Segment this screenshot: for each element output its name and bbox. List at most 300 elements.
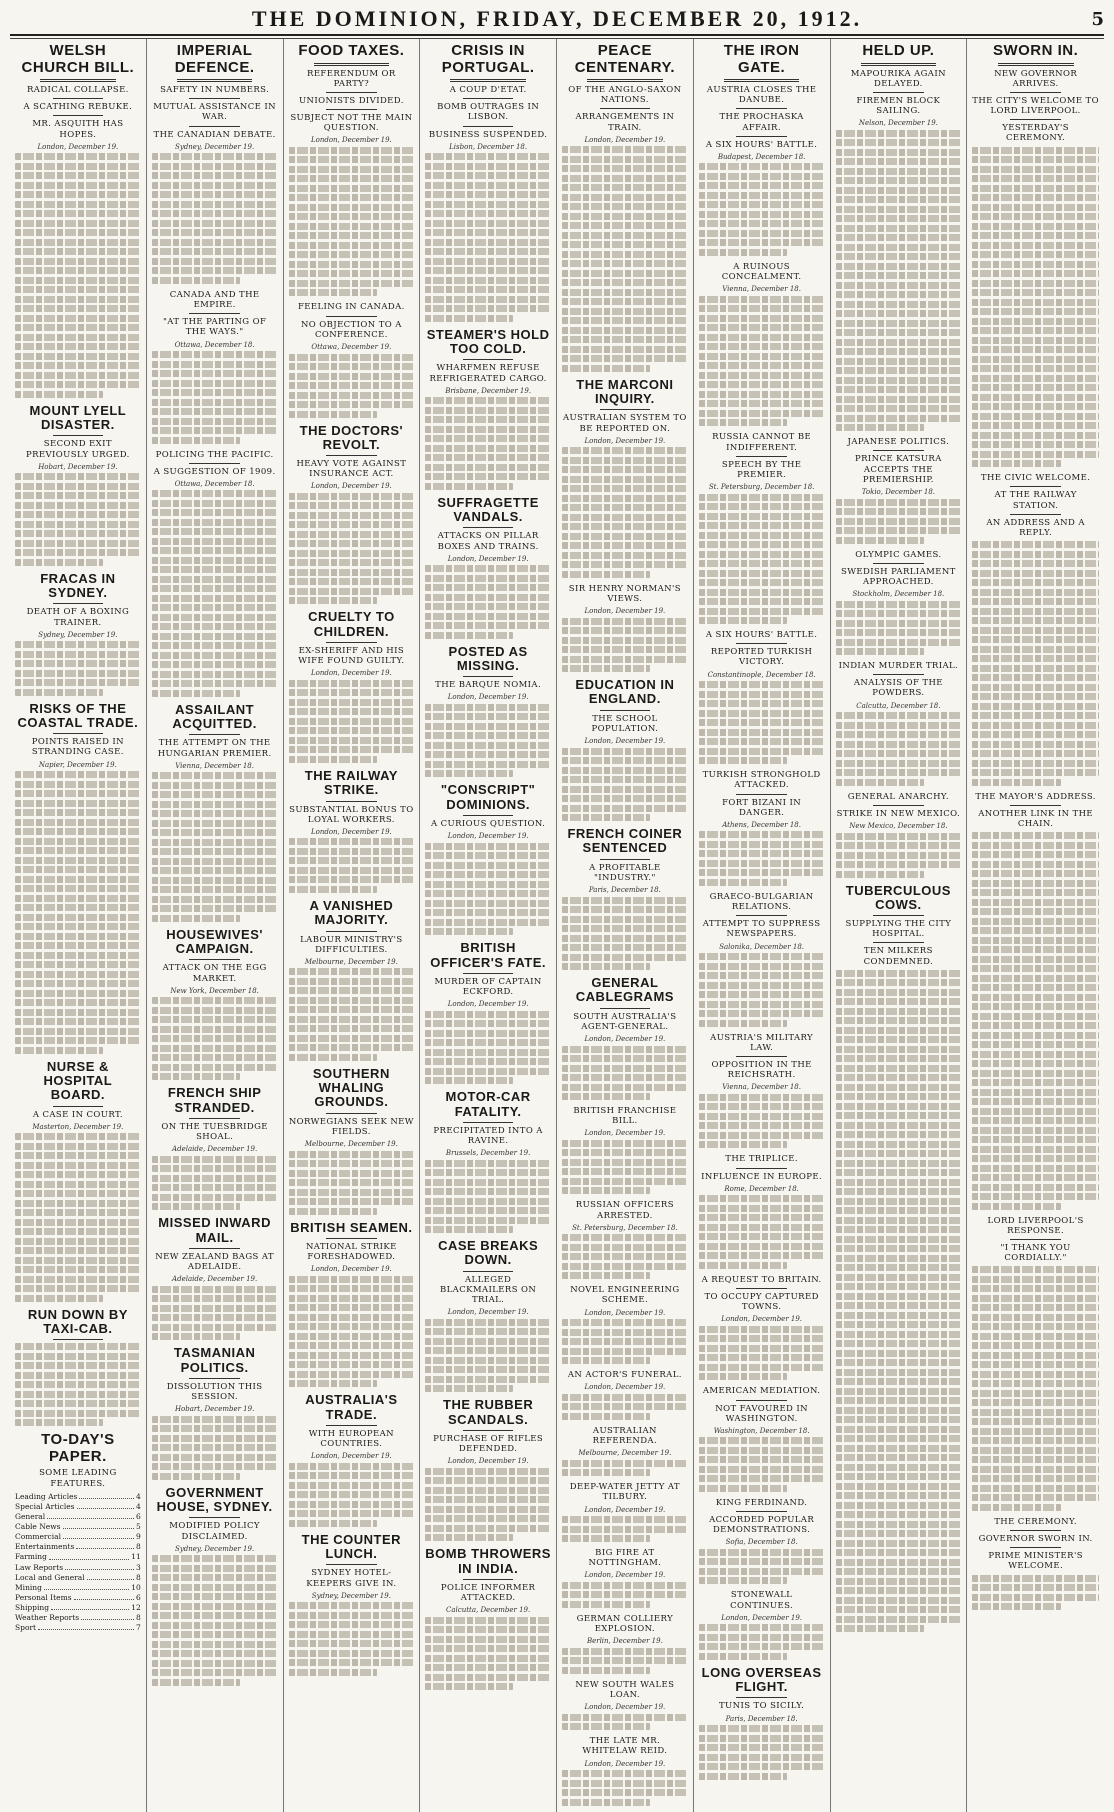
body-line [972,1285,1099,1292]
index-leader-dots [74,1593,134,1600]
article [15,1060,141,1302]
body-line [289,147,415,154]
article-subhead: AN ACTOR'S FUNERAL. [567,1370,682,1381]
article-headline: BRITISH OFFICER'S FATE. [430,940,547,970]
body-line [972,1117,1099,1124]
body-line [289,166,415,173]
article-subhead: INFLUENCE IN EUROPE. [701,1171,823,1182]
body-line [289,876,415,883]
body-line [972,1594,1099,1601]
body-line [836,1359,962,1366]
body-line [289,1380,377,1387]
headline-rule [998,63,1074,66]
body-line [15,540,141,547]
article-headline: TASMANIAN POLITICS. [173,1345,256,1375]
article-subhead: AT THE RAILWAY STATION. [994,490,1077,511]
body-line [699,1725,825,1732]
body-line [562,203,688,210]
body-line [152,1175,278,1182]
article [699,630,825,764]
headline-rule [861,63,936,66]
body-line [972,1165,1099,1172]
body-line [972,1352,1099,1359]
article-subhead: ANOTHER LINK IN THE CHAIN. [978,808,1094,829]
body-line [699,972,825,979]
body-line [152,1603,278,1610]
headline-rule [326,455,376,456]
index-entry-page: 11 [131,1552,141,1562]
body-line [15,828,141,835]
article-dateline: Constantinople, December 18. [707,670,816,679]
body-line [562,213,688,220]
article-subhead: POINTS RAISED IN STRANDING CASE. [31,737,125,758]
article-dateline: London, December 19. [584,1129,666,1138]
article-body [836,130,962,432]
body-line [152,915,240,922]
article [425,941,551,1084]
article-subhead: ATTACK ON THE EGG MARKET. [162,963,267,984]
body-line [836,1511,962,1518]
body-line [699,841,825,848]
article [699,1275,825,1381]
body-line [152,1333,240,1340]
article-subhead: SPEECH BY THE PREMIER. [721,459,802,480]
headline-rule [600,409,650,410]
body-line [289,680,415,687]
body-line [15,1247,141,1254]
article-subhead: SIR HENRY NORMAN'S VIEWS. [568,583,681,604]
article [289,769,415,893]
article-dateline: Ottawa, December 19. [311,343,392,351]
article-body [972,147,1099,468]
body-line [699,1195,825,1202]
article-subhead: SECOND EXIT PREVIOUSLY URGED. [25,439,130,460]
article-headline: CRUELTY TO CHILDREN. [308,609,395,639]
body-line [15,1285,141,1292]
body-line [425,1160,551,1167]
body-line [699,1205,825,1212]
body-line [152,163,278,170]
subhead-rule [1010,1239,1061,1240]
article-subhead: ANALYSIS OF THE POWDERS. [853,678,943,699]
body-line [15,800,141,807]
headline-rule [53,603,103,604]
article-dateline: Brussels, December 19. [445,1149,531,1158]
article-headline: CRISIS IN PORTUGAL. [441,42,535,76]
body-line [289,382,415,389]
article-dateline: Brisbane, December 19. [445,386,532,395]
body-line [562,336,688,343]
body-line [836,601,962,608]
body-line [836,1103,962,1110]
body-line [289,531,415,538]
body-line [699,249,787,256]
body-line [425,1207,551,1214]
body-line [15,229,141,236]
body-line [152,277,240,284]
article-dateline: Calcutta, December 19. [446,1606,531,1615]
article [699,1590,825,1659]
index-entry-page: 4 [135,1491,141,1501]
article-subhead: PURCHASE OF RIFLES DEFENDED. [433,1433,544,1455]
body-line [562,1065,688,1072]
body-line [972,1380,1099,1387]
body-line [152,1016,278,1023]
body-line [289,886,377,893]
body-line [425,1169,551,1176]
headline-rule [463,1579,513,1580]
body-line [562,298,688,305]
body-line [425,1338,551,1345]
body-line [15,1391,141,1398]
body-line [699,1214,825,1221]
body-line [425,182,551,189]
body-line [425,1506,551,1513]
article-body [289,147,415,297]
body-line [289,1035,415,1042]
article-body [152,997,278,1080]
body-line [289,1295,415,1302]
body-line [836,1008,962,1015]
article-dateline: London, December 19. [584,1035,666,1043]
article-dateline: London, December 19. [447,693,529,702]
body-line [562,308,688,315]
article-subhead: AMERICAN MEDIATION. [702,1386,821,1397]
article-subhead: NEW GOVERNOR ARRIVES. [994,68,1078,89]
body-line [289,569,415,576]
body-line [972,975,1099,982]
body-line [972,1051,1099,1058]
body-line [425,416,551,423]
article-headline: THE RUBBER SCANDALS. [443,1397,534,1427]
body-line [972,375,1099,382]
body-line [972,842,1099,849]
article-headline: A VANISHED MAJORITY. [309,897,394,928]
headline-rule [600,859,650,860]
body-line [425,1487,551,1494]
index-entry [15,1552,141,1562]
article [699,1033,825,1149]
body-line [289,848,415,855]
body-line [425,201,551,208]
body-line [152,1035,278,1042]
body-line [152,886,278,893]
article-subhead: SYDNEY HOTEL-KEEPERS GIVE IN. [306,1568,397,1589]
body-line [152,538,278,545]
body-line [972,337,1099,344]
body-line [15,1143,141,1150]
body-line [425,770,513,777]
body-line [15,559,103,566]
headline-rule [326,1564,376,1565]
index-leader-dots [47,1512,134,1519]
body-line [562,795,688,802]
body-line [836,1198,962,1205]
body-line [425,928,513,935]
index-title: TO-DAY'S PAPER. [41,1431,115,1465]
body-line [836,1521,962,1528]
article-body [289,1276,415,1388]
body-line [699,334,825,341]
body-line [152,418,278,425]
index-entry-label: Law Reports [15,1562,64,1572]
body-line [15,191,141,198]
body-line [152,1425,278,1432]
article-dateline: London, December 19. [584,135,666,144]
headline-rule [463,973,513,974]
body-line [425,464,551,471]
article [425,496,551,639]
body-line [836,1274,962,1281]
body-line [699,541,825,548]
article-body [425,565,551,639]
body-line [15,866,141,873]
index-entry-page: 12 [131,1603,141,1613]
body-line [425,1226,513,1233]
article [152,928,278,1080]
body-line [836,1131,962,1138]
body-line [562,1526,688,1533]
article-subhead: ARRANGEMENTS IN TRAIN. [575,112,675,133]
body-line [425,210,551,217]
body-line [972,1060,1099,1067]
body-line [836,244,962,251]
body-line [562,241,688,248]
body-line [425,397,551,404]
body-line [562,963,650,970]
body-line [289,1016,415,1023]
body-line [425,871,551,878]
body-line [836,1587,962,1594]
body-line [836,1160,962,1167]
body-line [699,681,825,688]
index-entry [15,1623,141,1633]
body-line [562,1263,688,1270]
body-line [289,727,415,734]
article-dateline: Tokio, December 18. [861,488,936,496]
body-line [425,575,551,582]
index-entry [15,1492,141,1502]
body-line [699,982,825,989]
body-line [972,1437,1099,1444]
body-line [15,781,141,788]
body-line [152,1416,278,1423]
article-dateline: London, December 19. [584,1571,666,1580]
body-line [699,598,825,605]
body-line [425,919,551,926]
body-line [972,1295,1099,1302]
body-line [15,362,141,369]
body-line [152,547,278,554]
index-entry-label: General [15,1511,46,1521]
body-line [836,1625,924,1632]
body-line [15,372,141,379]
body-line [15,153,141,160]
body-line [289,1669,377,1676]
body-line [562,514,688,521]
body-line [562,1140,688,1147]
headline-rule [326,1238,376,1239]
body-line [972,261,1099,268]
article-body [289,1463,415,1527]
index-leader-dots [81,1613,134,1620]
body-line [15,277,141,284]
body-line [425,1515,551,1522]
body-line [152,248,278,255]
article-subhead: THE TRIPLICE. [725,1154,798,1165]
body-line [152,680,278,687]
body-line [699,1132,825,1139]
body-line [972,1108,1099,1115]
article [425,1239,551,1392]
body-line [152,848,278,855]
body-line [15,391,103,398]
body-line [425,1376,551,1383]
index-entry [15,1573,141,1583]
article-headline: ASSAILANT ACQUITTED. [172,701,257,732]
article-subhead: A RUINOUS CONCEALMENT. [721,261,802,283]
body-line [562,561,688,568]
article-subhead: A CASE IN COURT. [32,1109,123,1120]
body-line [836,272,962,279]
body-line [836,1046,962,1053]
body-line [836,1169,962,1176]
article-subhead: RADICAL COLLAPSE. [26,85,129,95]
body-line [289,857,415,864]
body-line [425,1077,513,1084]
article-dateline: London, December 19. [584,737,666,746]
article-subhead: CANADA AND THE EMPIRE. [169,289,260,310]
body-line [699,879,787,886]
article-dateline: London, December 19. [447,554,529,563]
body-line [972,870,1099,877]
article-headline: CASE BREAKS DOWN. [438,1238,539,1268]
body-line [289,1179,415,1186]
body-line [425,751,551,758]
article-dateline: Athens, December 18. [722,820,801,829]
article [289,899,415,1061]
body-line [972,769,1099,776]
body-line [15,838,141,845]
body-line [972,403,1099,410]
body-line [836,1530,962,1537]
body-line [972,570,1099,577]
body-line [972,1041,1099,1048]
body-line [699,296,825,303]
body-line [699,343,825,350]
article-subhead: ATTACKS ON PILLAR BOXES AND TRAINS. [437,531,539,552]
headline-rule [189,959,239,960]
body-line [289,1659,415,1666]
body-line [289,363,415,370]
body-line [699,1754,825,1761]
article-headline: THE MARCONI INQUIRY. [576,376,674,407]
article-dateline: London, December 19. [584,1383,666,1392]
article [562,1736,688,1805]
article [562,43,688,372]
index-leader-dots [77,1502,134,1509]
article [562,976,688,1100]
body-line [836,415,962,422]
body-line [425,239,551,246]
body-line [152,1156,278,1163]
index-entry-label: Weather Reports [15,1613,80,1623]
article-body [289,680,415,763]
article-dateline: Hobart, December 19. [38,462,118,471]
body-line [562,1046,688,1053]
headline-rule [326,1113,376,1114]
body-line [15,885,141,892]
article-body [562,1516,688,1542]
body-line [562,1667,650,1674]
article-subhead: BUSINESS SUSPENDED. [428,129,548,140]
body-line [562,1055,688,1062]
article-subhead: MR. ASQUITH HAS HOPES. [32,119,124,140]
body-line [836,225,962,232]
body-line [836,149,962,156]
index-leader-dots [63,1532,134,1539]
body-line [699,1568,825,1575]
index-entry-label: Shipping [15,1603,49,1613]
article [562,1285,688,1364]
body-line [562,1789,688,1796]
body-line [972,712,1099,719]
body-line [289,1520,377,1527]
headline-rule [189,1517,239,1518]
body-line [562,222,688,229]
headline-rule [463,676,513,677]
body-line [15,258,141,265]
body-line [836,779,924,786]
body-line [15,511,141,518]
article-subhead: THE ATTEMPT ON THE HUNGARIAN PREMIER. [157,738,272,759]
subhead-rule [463,98,513,99]
body-line [836,386,962,393]
body-line [289,1472,415,1479]
body-line [699,1010,825,1017]
body-line [972,627,1099,634]
body-line [562,317,688,324]
body-line [699,719,825,726]
body-line [836,1606,962,1613]
article-body [562,1648,688,1674]
body-line [425,153,551,160]
article-headline: WELSH CHURCH BILL. [21,42,135,76]
article-subhead: FIREMEN BLOCK SAILING. [856,95,941,117]
article-subhead: AUSTRIA CLOSES THE DANUBE. [706,85,817,106]
body-line [836,629,962,636]
body-line [836,367,962,374]
body-line [289,493,415,500]
body-line [562,1348,688,1355]
body-line [562,1084,688,1091]
body-line [15,163,141,170]
article-dateline: London, December 19. [447,1000,529,1009]
body-line [562,897,688,904]
body-line [15,296,141,303]
body-line [15,1228,141,1235]
body-line [152,408,278,415]
body-line [836,1027,962,1034]
article-subhead: GOVERNOR SWORN IN. [978,1534,1093,1545]
body-line [425,1058,551,1065]
body-line [15,895,141,902]
body-line [289,1602,415,1609]
article-subhead: SOUTH AUSTRALIA'S AGENT-GENERAL. [573,1011,677,1032]
article-body [562,1234,688,1279]
column-3 [284,39,421,1812]
body-line [152,1054,278,1061]
